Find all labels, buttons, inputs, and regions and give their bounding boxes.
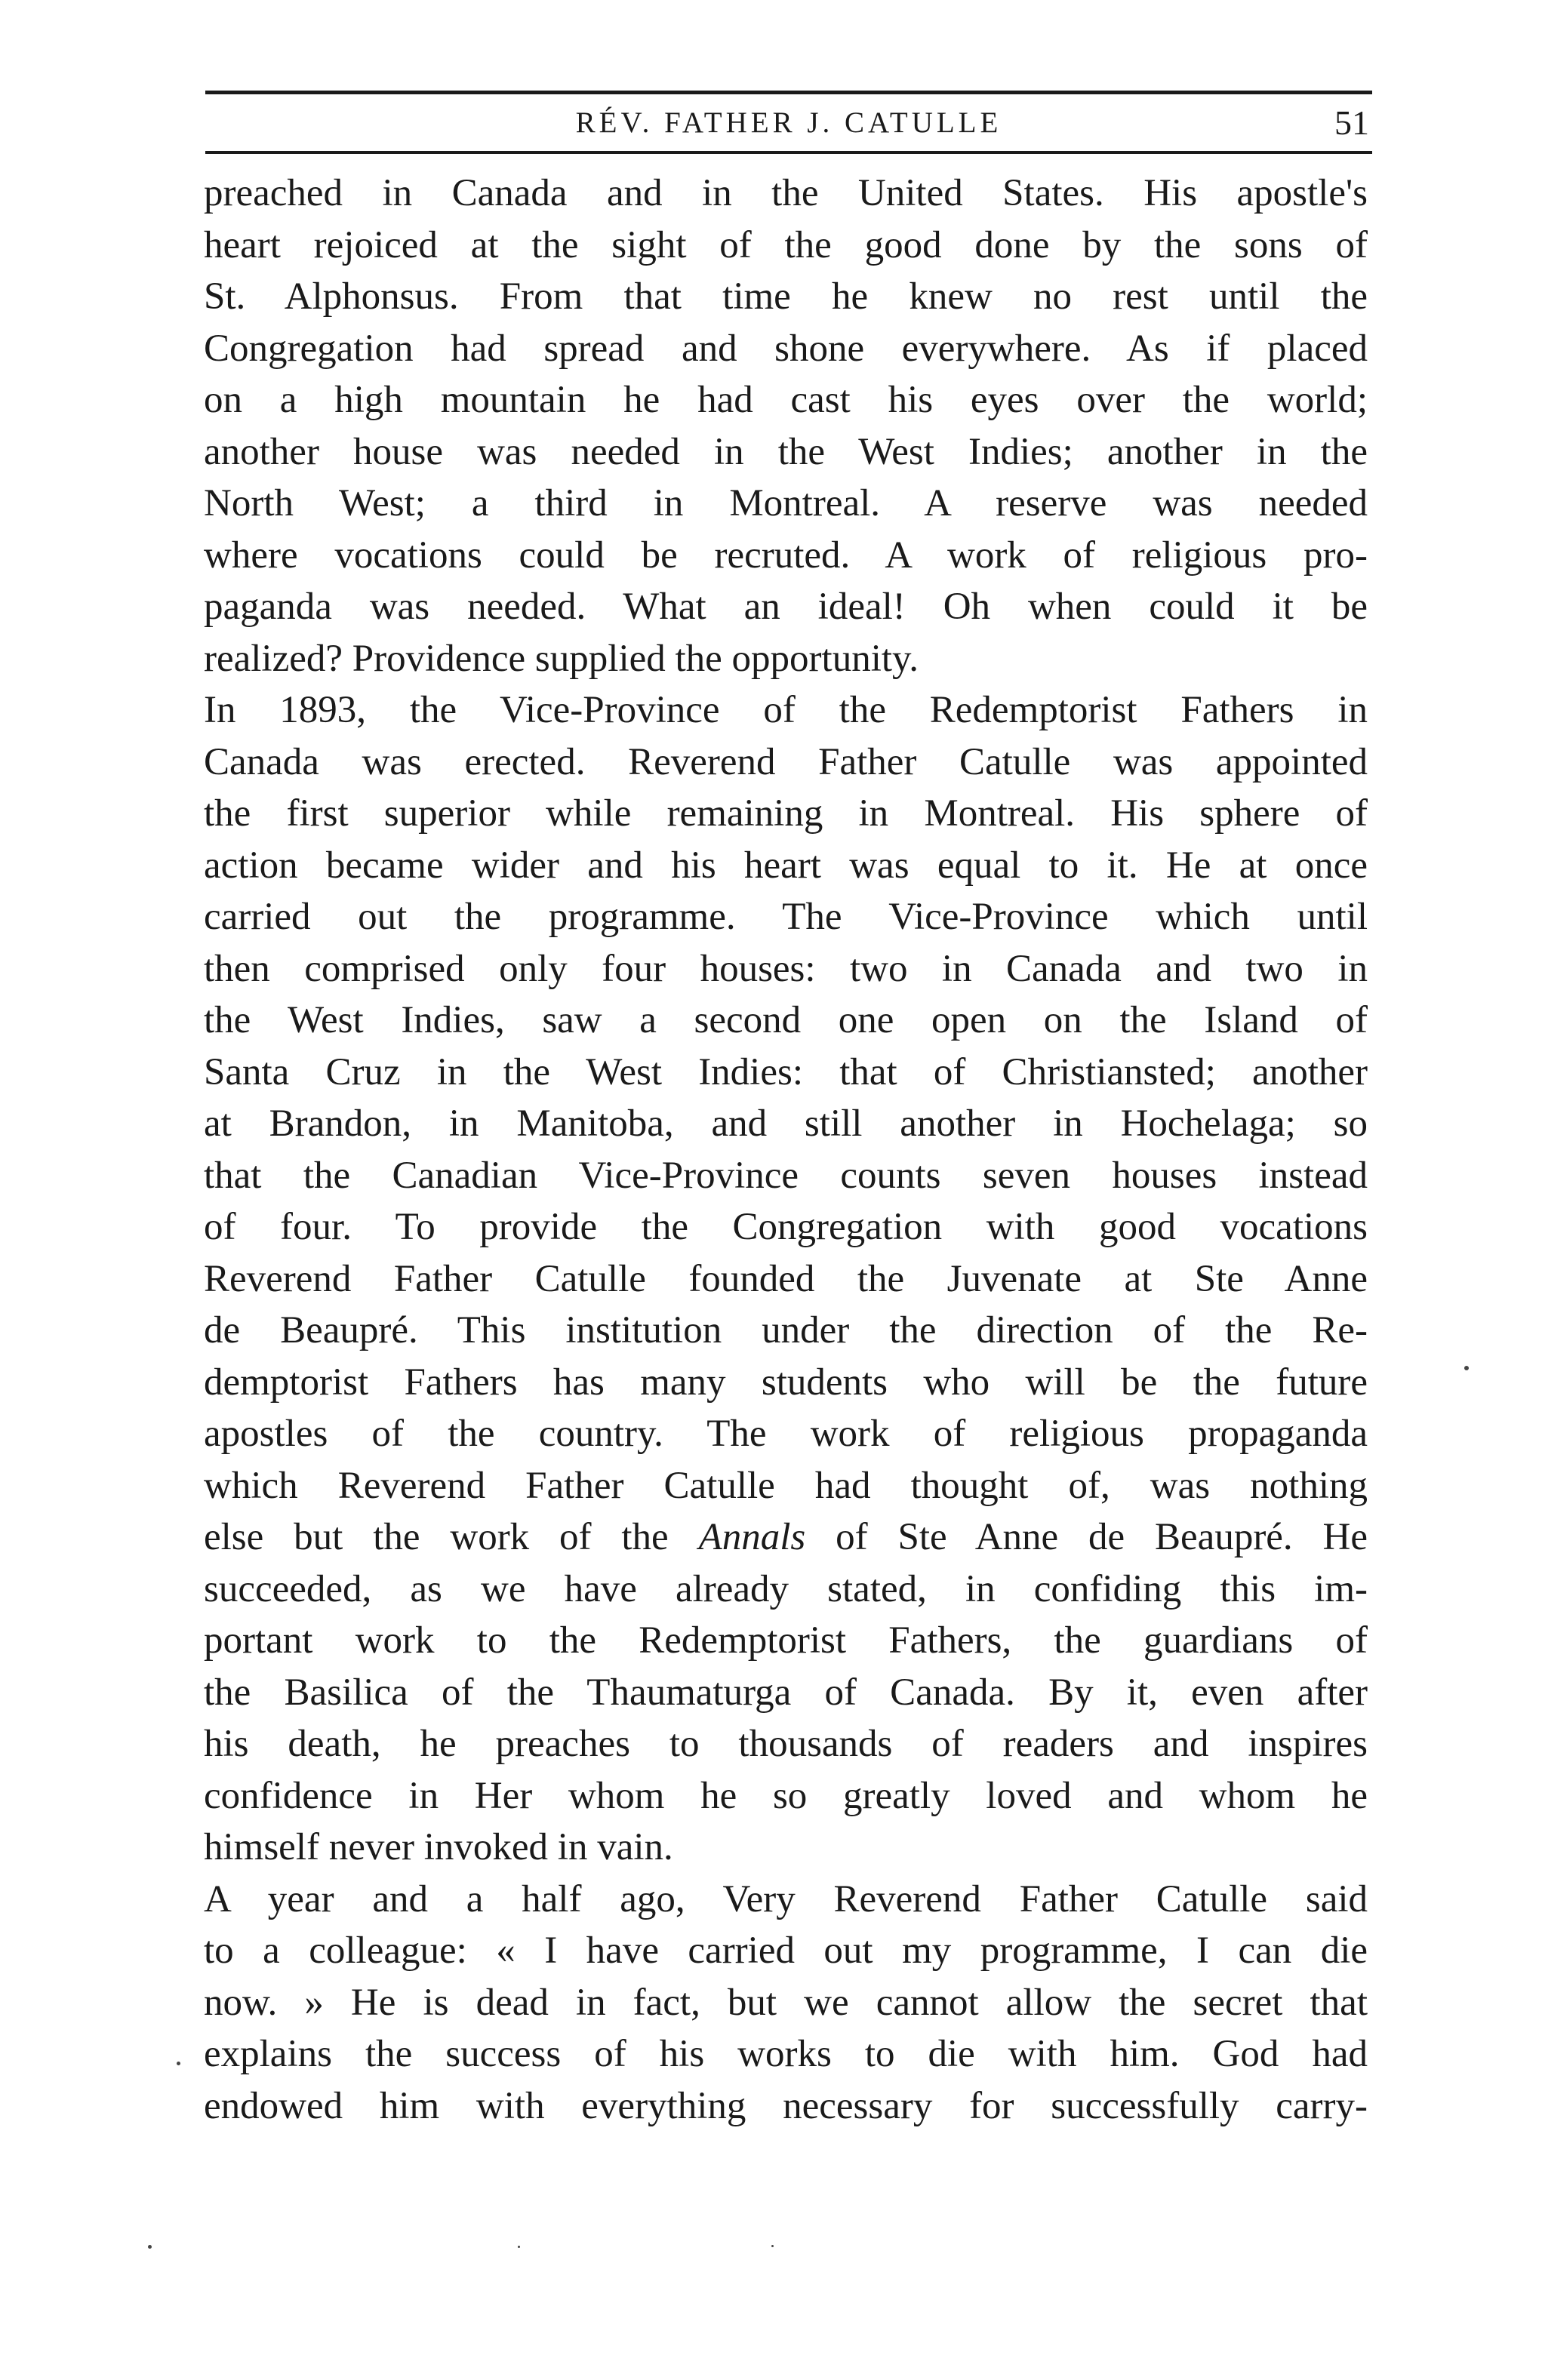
text-line: paganda was needed. What an ideal! Oh when could it be	[204, 586, 1368, 628]
scan-speck	[1464, 1366, 1469, 1370]
header-bottom-rule	[205, 151, 1372, 154]
text-line: then comprised only four houses: two in Canada and two in	[204, 947, 1368, 990]
scan-speck	[771, 2245, 774, 2247]
text-line: where vocations could be recruted. A work of religious pro-	[204, 534, 1368, 577]
italic-title-annals: Annals	[698, 1516, 806, 1558]
text-line: heart rejoiced at the sight of the good done by the sons of	[204, 223, 1368, 266]
text-line: demptorist Fathers has many students who will be the future	[204, 1361, 1368, 1404]
text-line: de Beaupré. This institution under the direction of the Re-	[204, 1309, 1368, 1351]
text-line: explains the success of his works to die with him. God had	[204, 2033, 1368, 2075]
text-line: another house was needed in the West Indies; another in the	[204, 430, 1368, 473]
text-line: Santa Cruz in the West Indies: that of Christiansted; another	[204, 1050, 1368, 1093]
text-line: carried out the programme. The Vice-Province which until	[204, 896, 1368, 938]
scan-speck	[177, 2062, 180, 2065]
text-line: himself never invoked in vain.	[204, 1826, 673, 1868]
text-line: now. » He is dead in fact, but we cannot allow the secret that	[204, 1981, 1368, 2024]
text-line: Reverend Father Catulle founded the Juvenate at Ste Anne	[204, 1257, 1368, 1300]
scan-speck	[518, 2246, 520, 2248]
text-line: his death, he preaches to thousands of readers and inspires	[204, 1723, 1368, 1765]
text-line: at Brandon, in Manitoba, and still another in Hochelaga; so	[204, 1102, 1368, 1145]
text-line: portant work to the Redemptorist Fathers, the guardians of	[204, 1619, 1368, 1662]
text-line: North West; a third in Montreal. A reserve was needed	[204, 482, 1368, 524]
text-line: Canada was erected. Reverend Father Catulle was appointed	[204, 740, 1368, 783]
text-line: the first superior while remaining in Montreal. His sphere of	[204, 792, 1368, 835]
text-line: action became wider and his heart was equal to it. He at once	[204, 844, 1368, 887]
paragraph-2	[204, 684, 1368, 1874]
text-line: of four. To provide the Congregation with good vocations	[204, 1206, 1368, 1248]
text-line: that the Canadian Vice-Province counts seven houses instead	[204, 1154, 1368, 1197]
text-line: endowed him with everything necessary for successfully carry-	[204, 2084, 1368, 2127]
text-fragment: else but the work of the	[204, 1516, 669, 1558]
header-top-rule	[205, 91, 1372, 94]
text-fragment: of Ste Anne de Beaupré. He	[836, 1516, 1368, 1558]
text-line: apostles of the country. The work of religious propaganda	[204, 1413, 1368, 1455]
running-title: RÉV. FATHER J. CATULLE	[575, 106, 1002, 139]
paragraph-3	[204, 1874, 1368, 2132]
text-line: the Basilica of the Thaumaturga of Canada. By it, even after	[204, 1671, 1368, 1714]
text-line: on a high mountain he had cast his eyes over the world;	[204, 379, 1368, 421]
running-head	[205, 97, 1372, 149]
text-line: In 1893, the Vice-Province of the Redemptorist Fathers in	[204, 689, 1368, 731]
text-line-with-italic	[204, 1511, 1368, 1564]
text-line: A year and a half ago, Very Reverend Father Catulle said	[204, 1877, 1368, 1920]
text-line: preached in Canada and in the United States. His apostle's	[204, 172, 1368, 214]
page-number: 51	[1334, 103, 1369, 142]
body-text	[204, 168, 1368, 2132]
paragraph-1	[204, 168, 1368, 684]
scan-speck	[148, 2245, 152, 2249]
text-line: St. Alphonsus. From that time he knew no rest until the	[204, 275, 1368, 318]
text-line: the West Indies, saw a second one open on the Island of	[204, 999, 1368, 1041]
text-line: succeeded, as we have already stated, in confiding this im-	[204, 1567, 1368, 1610]
text-line: realized? Providence supplied the opportunity.	[204, 637, 919, 680]
text-line: confidence in Her whom he so greatly loved and whom he	[204, 1774, 1368, 1817]
text-line: to a colleague: « I have carried out my programme, I can die	[204, 1930, 1368, 1972]
text-line: which Reverend Father Catulle had thought of, was nothing	[204, 1464, 1368, 1507]
text-line: Congregation had spread and shone everywhere. As if placed	[204, 327, 1368, 370]
